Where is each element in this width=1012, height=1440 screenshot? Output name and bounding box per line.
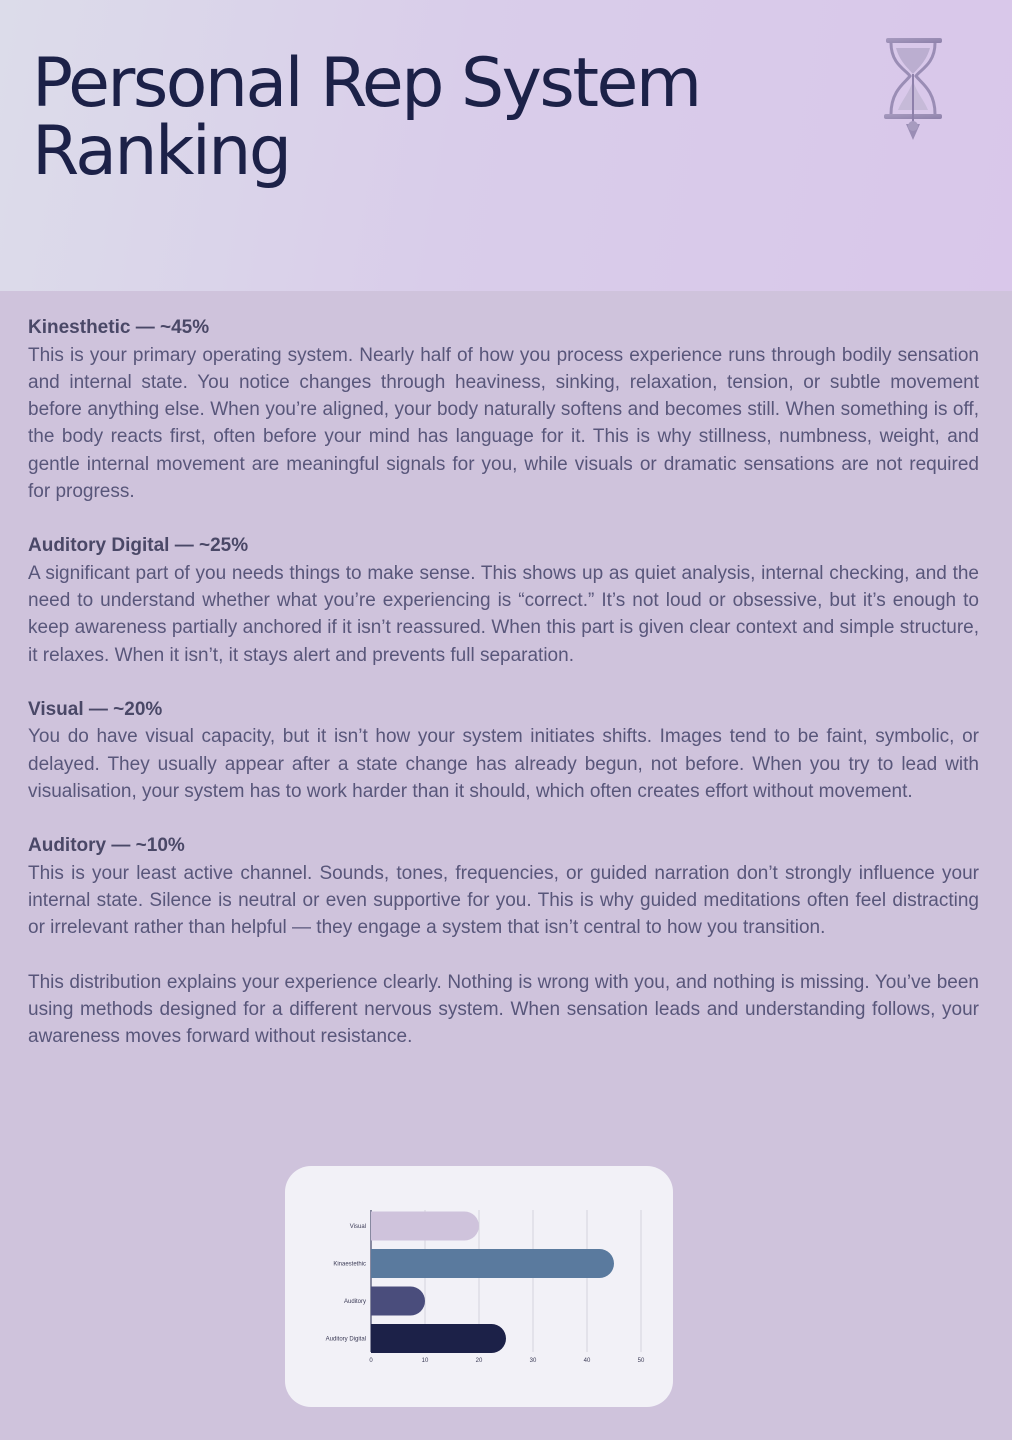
section-visual xyxy=(28,696,979,805)
x-tick-label: 40 xyxy=(583,1358,591,1364)
section-heading: Auditory Digital — ~25% xyxy=(28,535,249,557)
section-body: You do have visual capacity, but it isn’t how your system initiates shifts. Images tend to be faint, symbolic, or delayed. They usually appear after a state change has already begun, not before. When you try to lead with visualisation, your system has to work harder than it should, which often creates effort without movement. xyxy=(28,726,979,803)
x-tick-label: 50 xyxy=(637,1358,645,1364)
section-auditory-digital xyxy=(28,532,979,669)
bar-auditory xyxy=(371,1287,425,1316)
section-heading: Auditory — ~10% xyxy=(28,835,185,857)
bar-auditory-digital xyxy=(371,1324,506,1353)
page-title: Personal Rep System Ranking xyxy=(32,44,700,191)
page-header xyxy=(0,0,1012,291)
bar-kinaestethic xyxy=(371,1249,614,1278)
x-tick-label: 10 xyxy=(421,1358,429,1364)
bar-chart xyxy=(285,1166,673,1407)
section-auditory xyxy=(28,832,979,941)
section-body: This is your primary operating system. Nearly half of how you process experience runs through bodily sensation and internal state. You notice changes through heaviness, sinking, relaxation, tension, or subtle movement before anything else. When you’re aligned, your body naturally softens and becomes still. When something is off, the body reacts first, often before your mind has language for it. This is why stillness, numbness, weight, and gentle internal movement are meaningful signals for you, while visuals or dramatic sensations are not required for progress. xyxy=(28,344,979,502)
category-label: Auditory xyxy=(343,1299,366,1305)
category-label: Visual xyxy=(349,1224,366,1230)
section-heading: Kinesthetic — ~45% xyxy=(28,317,210,338)
closing-paragraph: This distribution explains your experience clearly. Nothing is wrong with you, and nothing is missing. You’ve been using methods designed for a different nervous system. When sensation leads and understanding follows, your awareness moves forward without resistance. xyxy=(28,971,979,1048)
section-body: A significant part of you needs things to make sense. This shows up as quiet analysis, internal checking, and the need to understand whether what you’re experiencing is “correct.” It’s not loud or obsessive, but it’s enough to keep awareness partially anchored if it isn’t reassured. When this part is given clear context and simple structure, it relaxes. When it isn’t, it stays alert and prevents full separation. xyxy=(28,562,979,666)
x-tick-label: 0 xyxy=(369,1358,373,1364)
section-body: This is your least active channel. Sounds, tones, frequencies, or guided narration don’t strongly influence your internal state. Silence is neutral or even supportive for you. This is why guided meditations often feel distracting or irrelevant rather than helpful — they engage a system that isn’t central to how you transition. xyxy=(28,862,979,939)
section-kinesthetic xyxy=(28,314,979,505)
bar-visual xyxy=(371,1212,479,1241)
section-heading: Visual — ~20% xyxy=(28,698,163,720)
category-label: Auditory Digital xyxy=(325,1336,366,1343)
x-tick-label: 30 xyxy=(529,1358,537,1364)
chart-card xyxy=(285,1166,673,1407)
x-tick-label: 20 xyxy=(475,1358,483,1364)
hourglass-icon xyxy=(880,36,946,144)
content xyxy=(28,314,979,1051)
category-label: Kinaestethic xyxy=(333,1261,366,1268)
